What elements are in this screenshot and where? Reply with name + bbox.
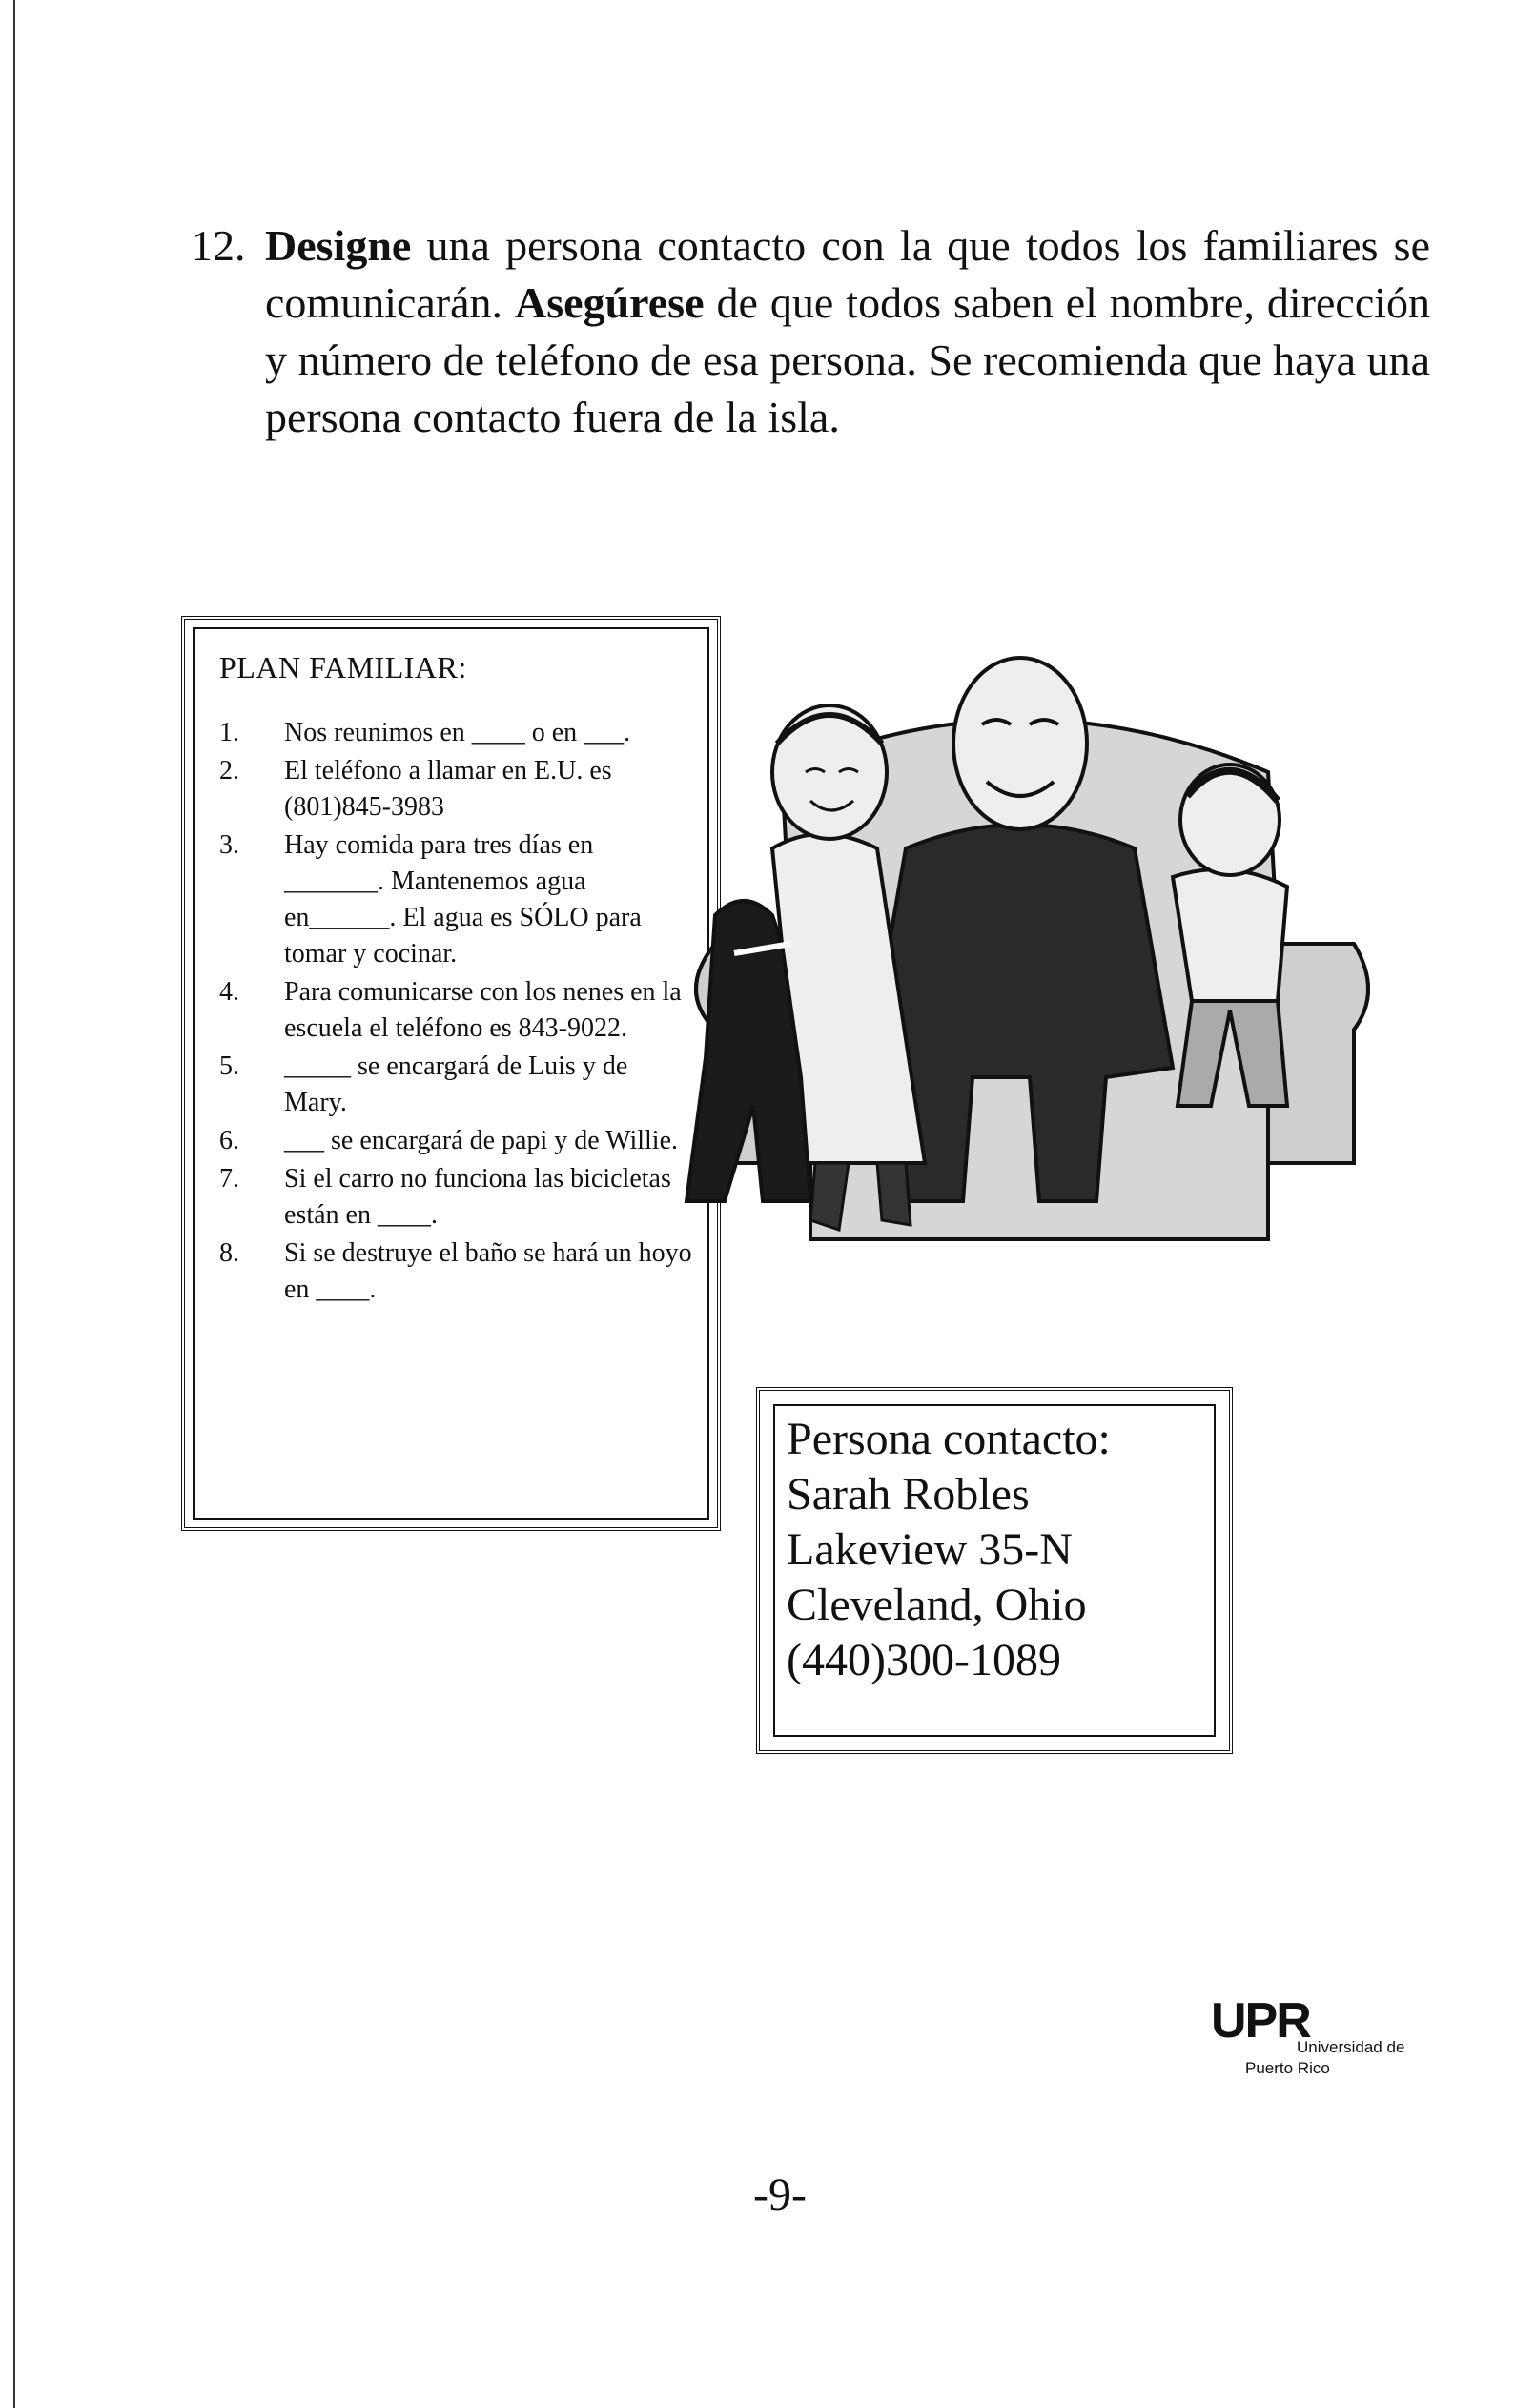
plan-item xyxy=(219,974,696,1047)
plan-item-number: 2. xyxy=(219,756,239,786)
text-part-1: una persona contacto con la que todos los familiares se comunicarán. xyxy=(265,221,1430,327)
upr-logo xyxy=(1211,1992,1459,2088)
page-edge xyxy=(13,0,15,2408)
contact-phone: (440)300-1089 xyxy=(787,1635,1061,1685)
plan-title: PLAN FAMILIAR: xyxy=(219,650,467,684)
plan-list xyxy=(219,715,696,1310)
instruction-12 xyxy=(191,217,1430,446)
contact-box xyxy=(756,1387,1233,1754)
instruction-text xyxy=(265,217,1430,446)
family-plan-box xyxy=(181,616,721,1531)
plan-item-text: Para comunicarse con los nenes en la escuela el teléfono es 843-9022. xyxy=(284,977,682,1043)
upr-logo-mark: UPR xyxy=(1211,1993,1310,2049)
plan-item xyxy=(219,1049,696,1121)
contact-street: Lakeview 35-N xyxy=(787,1524,1073,1575)
plan-item-text: Si se destruye el baño se hará un hoyo en ____. xyxy=(284,1238,692,1304)
contact-lines xyxy=(787,1412,1111,1688)
plan-item-number: 6. xyxy=(219,1126,239,1155)
plan-item-number: 7. xyxy=(219,1164,239,1194)
grandson xyxy=(1173,869,1287,1001)
plan-item-number: 1. xyxy=(219,718,239,747)
plan-item-number: 5. xyxy=(219,1051,239,1081)
plan-item-number: 8. xyxy=(219,1238,239,1268)
plan-item-text: _____ se encargará de Luis y de Mary. xyxy=(284,1051,628,1117)
plan-item-text: Si el carro no funciona las bicicletas están en ____. xyxy=(284,1164,671,1230)
plan-item xyxy=(219,1235,696,1308)
plan-item xyxy=(219,715,696,751)
plan-item-number: 4. xyxy=(219,977,239,1007)
plan-item xyxy=(219,827,696,972)
contact-city: Cleveland, Ohio xyxy=(787,1580,1087,1630)
contact-name: Sarah Robles xyxy=(787,1469,1030,1520)
plan-item xyxy=(219,1123,696,1159)
item-number: 12. xyxy=(191,221,246,270)
bold-designe: Designe xyxy=(265,221,412,270)
text-part-2: de que todos saben el nombre, dirección y número de teléfono de esa persona. Se recomienda que haya una persona contacto fuera de la isla. xyxy=(265,278,1431,441)
bold-asegurese: Asegúrese xyxy=(515,278,705,327)
page-number: -9- xyxy=(753,2170,807,2220)
plan-item-text: El teléfono a llamar en E.U. es (801)845-3983 xyxy=(284,756,612,822)
upr-logo-line1: Universidad de xyxy=(1297,2038,1405,2056)
contact-heading: Persona contacto: xyxy=(787,1414,1111,1464)
upr-logo-line2: Puerto Rico xyxy=(1245,2059,1330,2077)
plan-item xyxy=(219,753,696,826)
plan-item-text: Hay comida para tres días en _______. Mantenemos agua en______. El agua es SÓLO para tomar y cocinar. xyxy=(284,830,642,969)
plan-item-text: ___ se encargará de papi y de Willie. xyxy=(284,1126,679,1155)
family-illustration xyxy=(658,629,1382,1316)
plan-item-text: Nos reunimos en ____ o en ___. xyxy=(284,718,631,747)
plan-item-number: 3. xyxy=(219,830,239,860)
plan-item xyxy=(219,1161,696,1234)
